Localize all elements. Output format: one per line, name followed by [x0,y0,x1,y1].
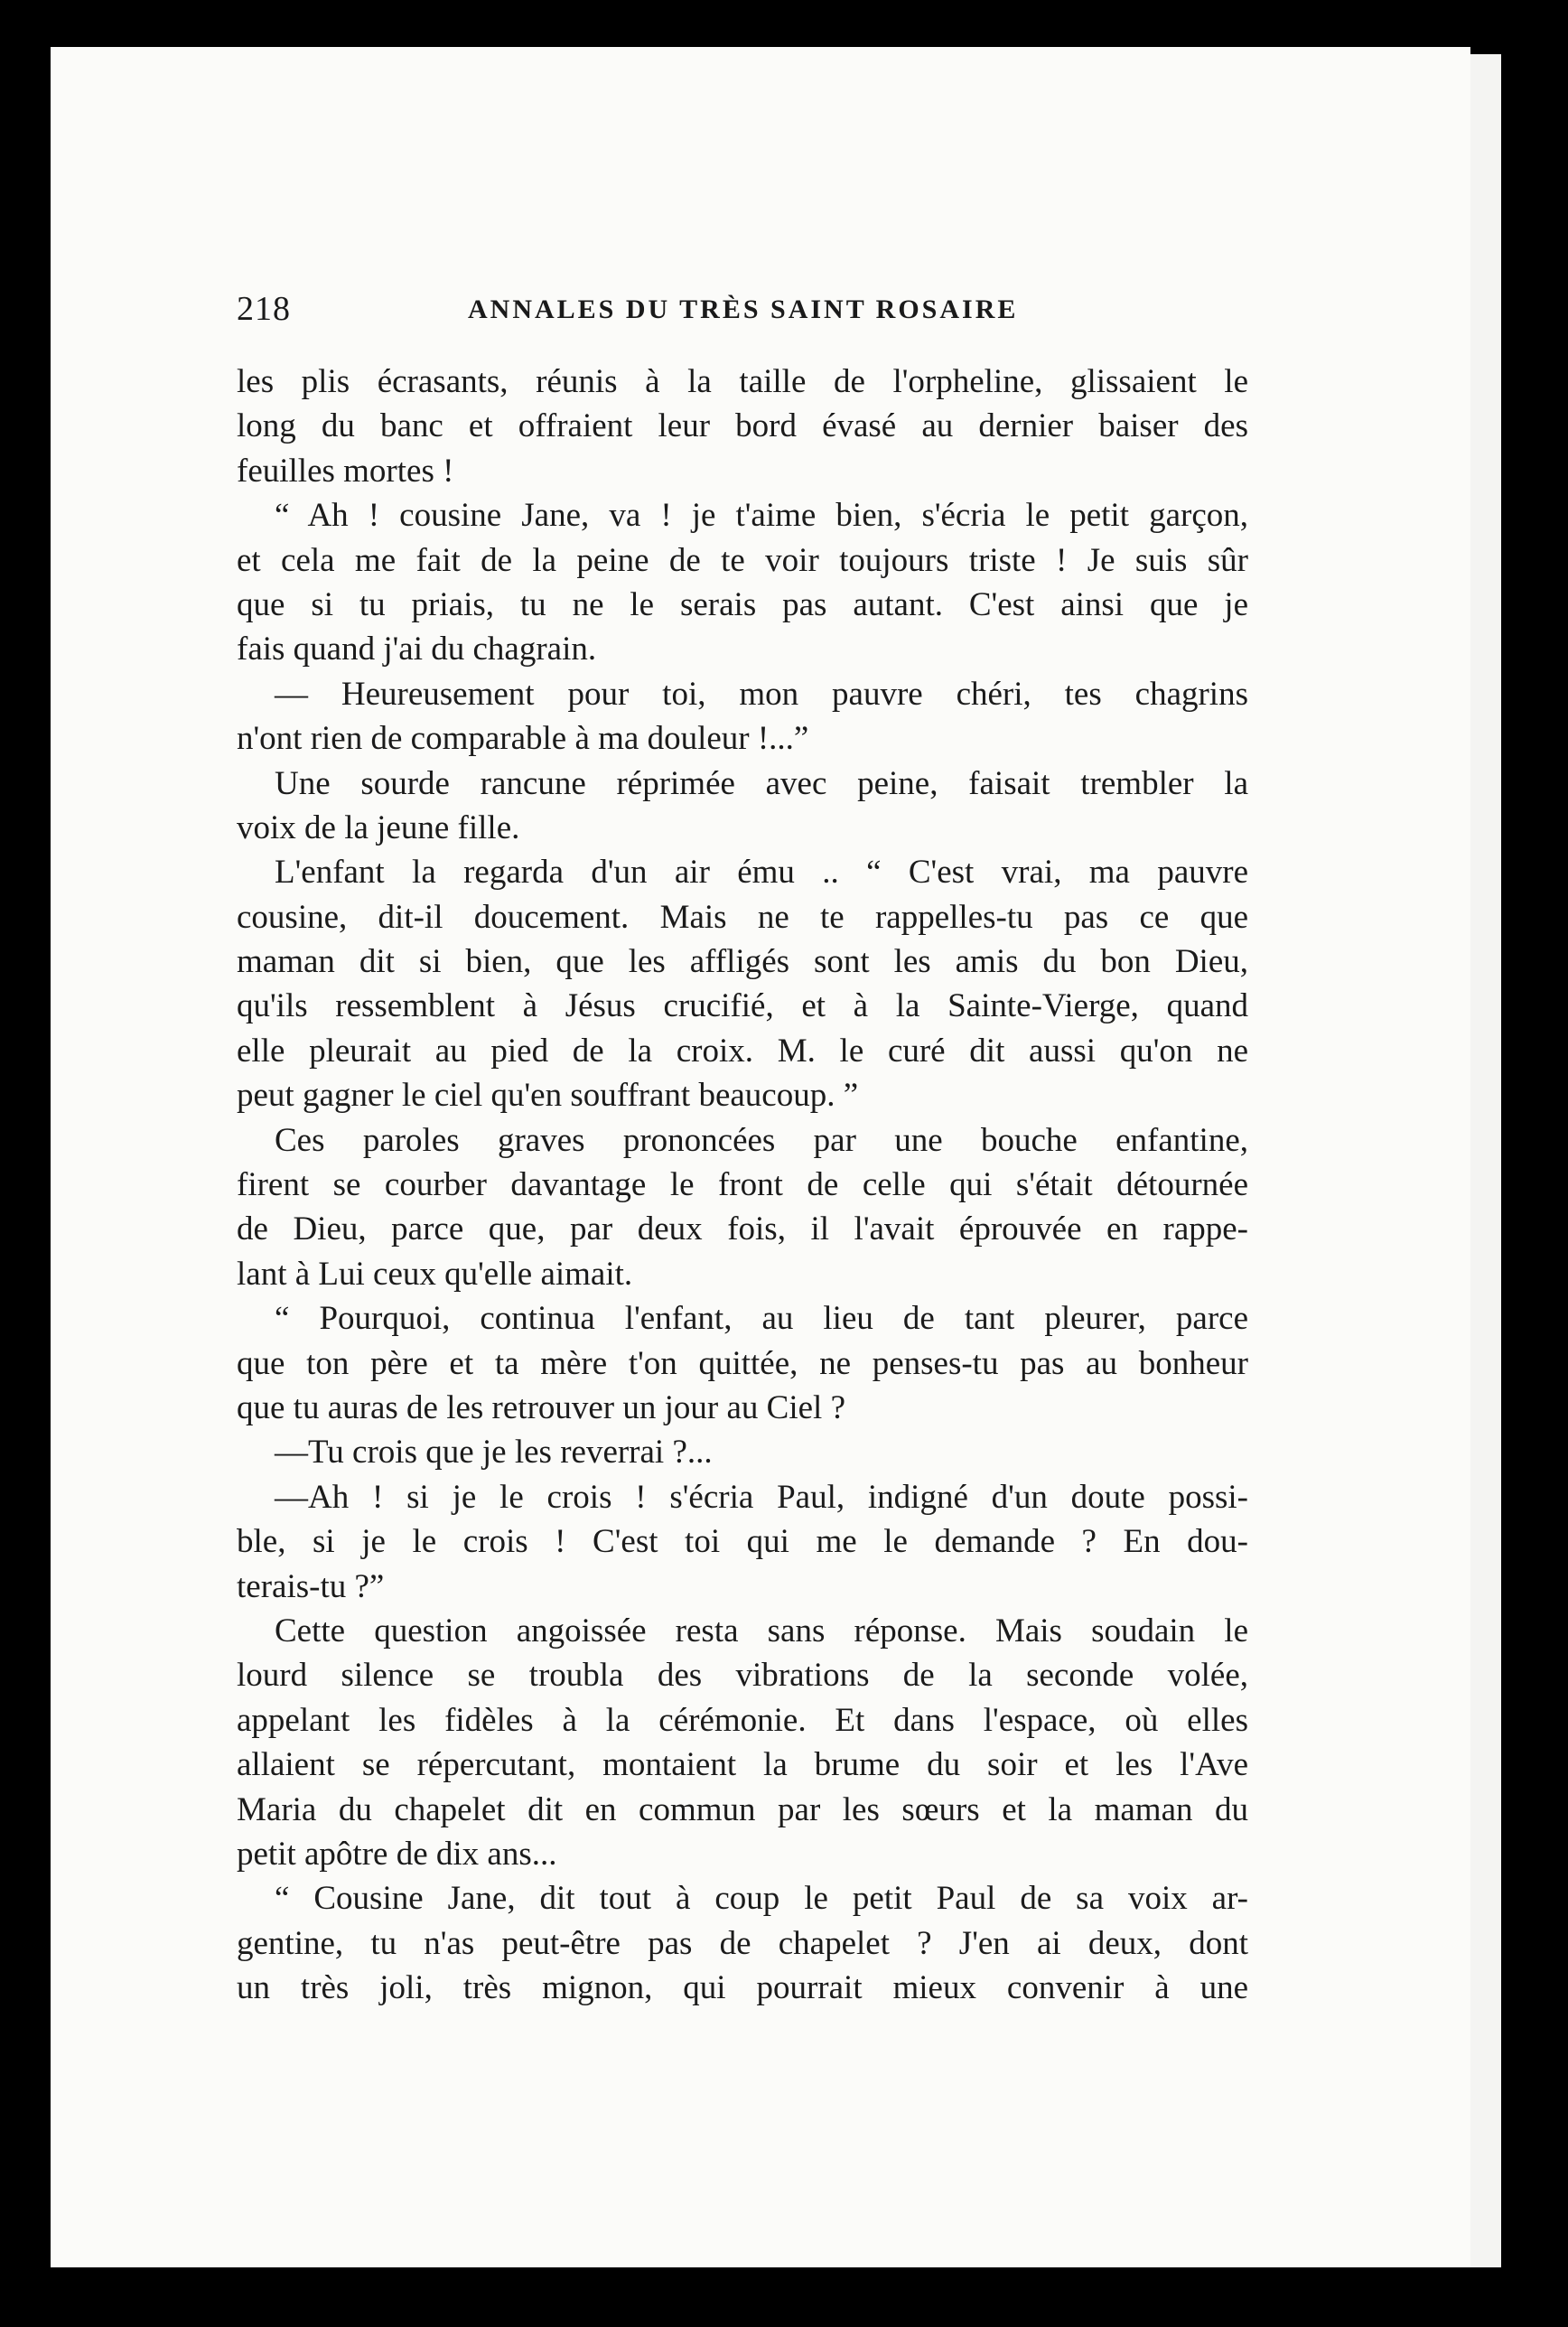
text-line: les plis écrasants, réunis à la taille de l'orpheline, glissaient le [237,363,1248,400]
text-line: —Ah ! si je le crois ! s'écria Paul, indigné d'un doute possi- [275,1478,1248,1516]
text-line: terais-tu ?” [237,1567,385,1605]
text-line: Une sourde rancune réprimée avec peine, faisait trembler la [275,764,1248,802]
page-header [237,289,1257,343]
text-line: appelant les fidèles à la cérémonie. Et dans l'espace, où elles [237,1701,1248,1739]
text-line: petit apôtre de dix ans... [237,1835,557,1873]
text-line: voix de la jeune fille. [237,808,520,846]
text-line: ble, si je le crois ! C'est toi qui me le demande ? En dou- [237,1523,1248,1561]
text-line: “ Ah ! cousine Jane, va ! je t'aime bien, s'écria le petit garçon, [275,497,1248,535]
text-line: que si tu priais, tu ne le serais pas autant. C'est ainsi que je [237,585,1248,623]
text-line: peut gagner le ciel qu'en souffrant beaucoup. ” [237,1077,859,1115]
text-line: que tu auras de les retrouver un jour au Ciel ? [237,1388,845,1426]
text-line: Maria du chapelet dit en commun par les sœurs et la maman du [237,1790,1248,1828]
text-line: fais quand j'ai du chagrain. [237,631,597,668]
scan-border [1501,36,1568,2294]
text-line: un très joli, très mignon, qui pourrait mieux convenir à une [237,1969,1248,2007]
text-line: elle pleurait au pied de la croix. M. le curé dit aussi qu'on ne [237,1032,1248,1070]
running-head: ANNALES DU TRÈS SAINT ROSAIRE [468,294,1019,324]
page-edge [1470,54,1501,2267]
text-line: — Heureusement pour toi, mon pauvre chéri, tes chagrins [275,675,1248,713]
text-line: n'ont rien de comparable à ma douleur !...” [237,720,809,758]
text-line: “ Pourquoi, continua l'enfant, au lieu de tant pleurer, parce [275,1300,1248,1338]
text-line: allaient se répercutant, montaient la brume du soir et les l'Ave [237,1746,1248,1784]
text-line: gentine, tu n'as peut-être pas de chapelet ? J'en ai deux, dont [237,1924,1248,1962]
text-line: firent se courber davantage le front de celle qui s'était détournée [237,1166,1248,1204]
text-line: et cela me fait de la peine de te voir toujours triste ! Je suis sûr [237,541,1248,579]
text-line: Cette question angoissée resta sans réponse. Mais soudain le [275,1612,1248,1649]
text-line: lourd silence se troubla des vibrations de la seconde volée, [237,1657,1248,1695]
body-text [237,360,1248,2010]
text-line: cousine, dit-il doucement. Mais ne te rappelles-tu pas ce que [237,898,1248,936]
text-line: qu'ils ressemblent à Jésus crucifié, et à la Sainte-Vierge, quand [237,987,1248,1025]
text-line: Ces paroles graves prononcées par une bouche enfantine, [275,1121,1248,1159]
text-line: feuilles mortes ! [237,452,454,490]
text-line: que ton père et ta mère t'on quittée, ne penses-tu pas au bonheur [237,1344,1248,1382]
text-line: lant à Lui ceux qu'elle aimait. [237,1255,633,1293]
text-line: maman dit si bien, que les affligés sont les amis du bon Dieu, [237,943,1248,981]
text-line: long du banc et offraient leur bord évasé au dernier baiser des [237,407,1248,445]
text-line: —Tu crois que je les reverrai ?... [275,1434,713,1472]
page-number: 218 [237,290,291,328]
text-line: de Dieu, parce que, par deux fois, il l'avait éprouvée en rappe- [237,1210,1248,1248]
text-line: “ Cousine Jane, dit tout à coup le petit Paul de sa voix ar- [275,1880,1248,1918]
text-line: L'enfant la regarda d'un air ému .. “ C'est vrai, ma pauvre [275,854,1248,892]
